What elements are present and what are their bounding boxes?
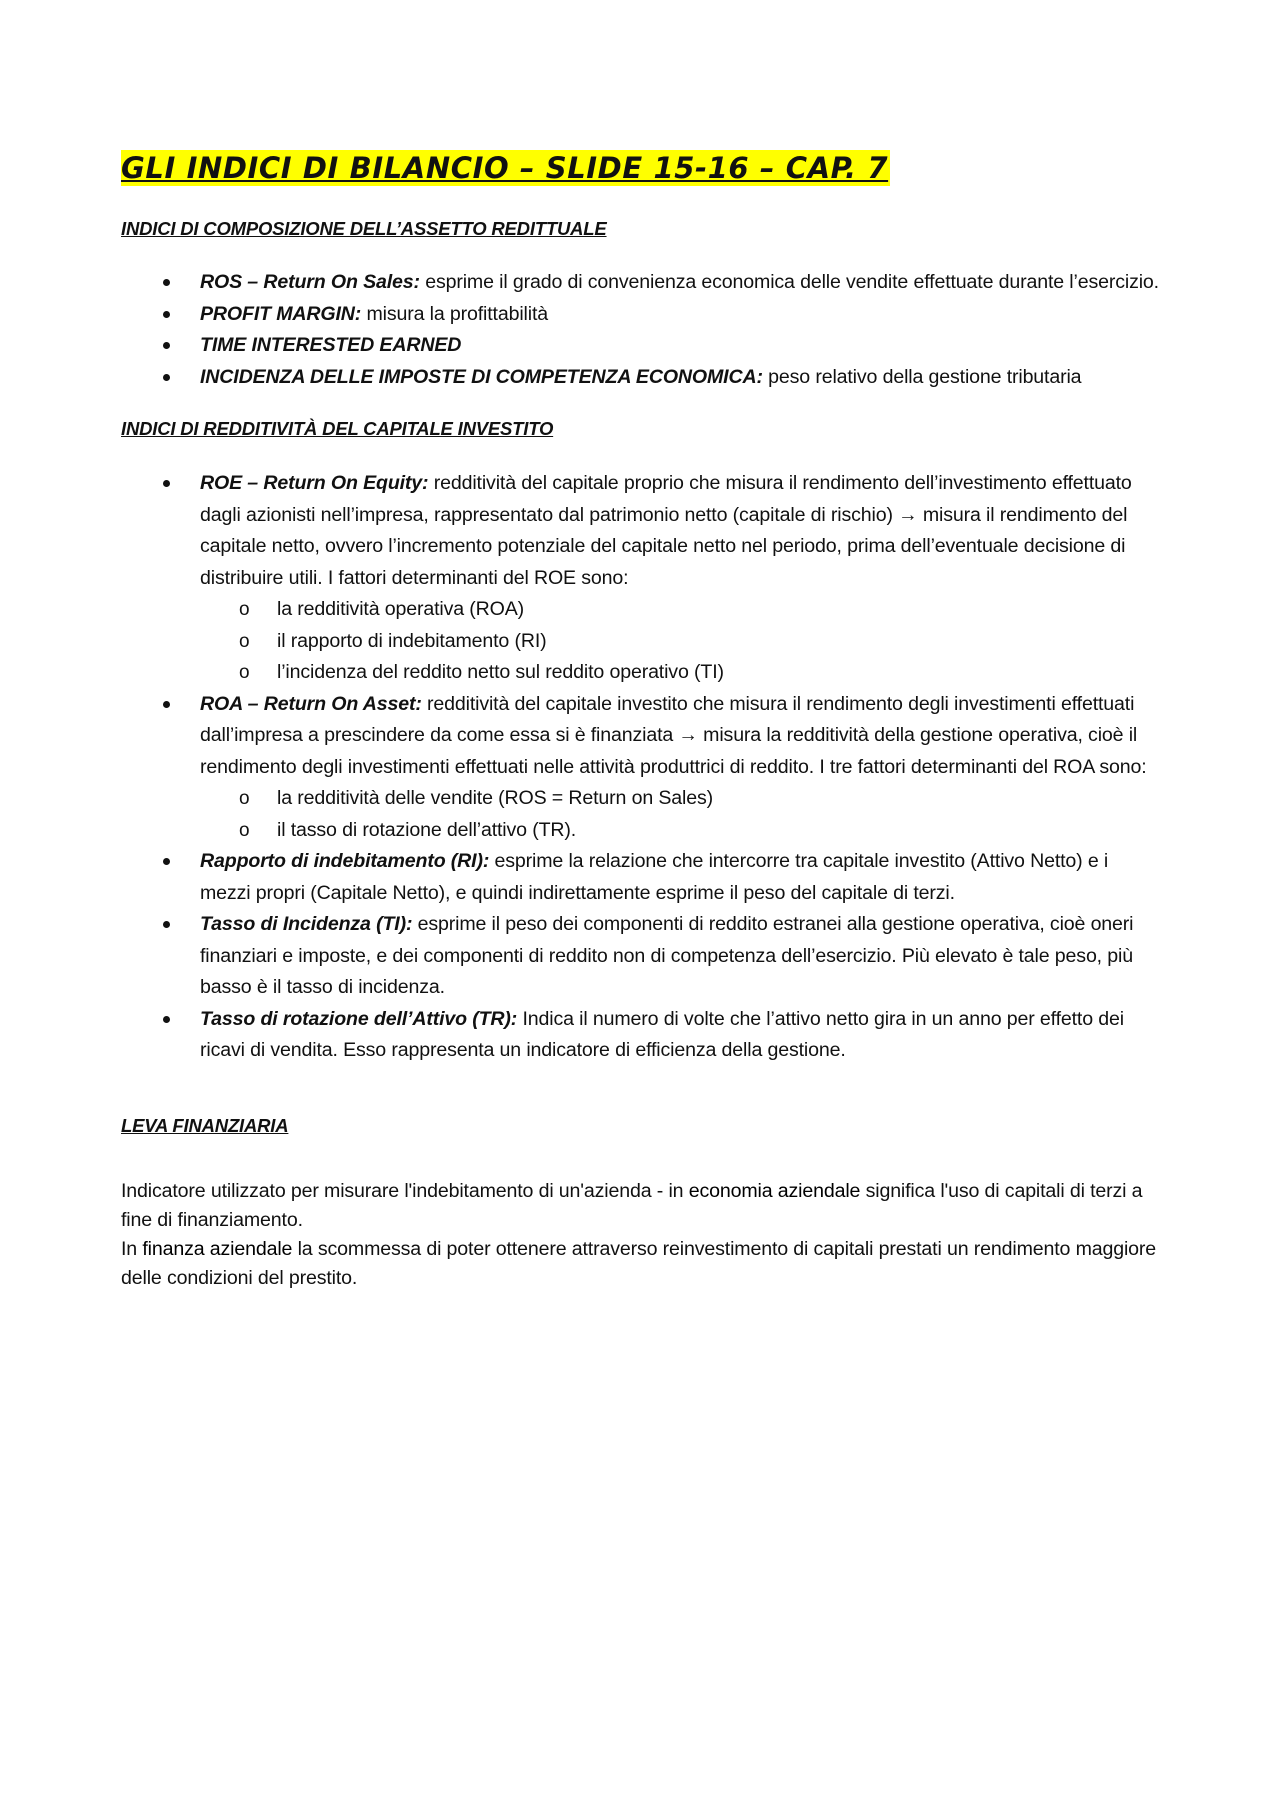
list-item: ROE – Return On Equity: redditività del capitale proprio che misura il rendimento dell’investimento effettuato dagli azionisti nell’impresa, rappresentato dal patrimonio netto (capitale di rischio) → misura il rendimento del capitale netto, ovvero l’incremento potenziale del capitale netto nel periodo, prima dell’eventuale decisione di distribuire utili. I fattori determinanti del ROE sono: o la redditività operativa (ROA) o il rapporto di indebitamento (RI) o l’incidenza del reddito netto sul reddito operativo (TI) — [121, 468, 1161, 689]
circle-bullet-icon: o — [239, 819, 250, 841]
section-heading-assetto-reddituale: INDICI DI COMPOSIZIONE DELL’ASSETTO REDITTUALE — [121, 218, 607, 239]
sub-list-item: o la redditività delle vendite (ROS = Return on Sales) — [199, 783, 1161, 815]
circle-bullet-icon: o — [239, 662, 250, 683]
sub-list-item: o l’incidenza del reddito netto sul reddito operativo (TI) — [199, 657, 1161, 689]
bullet-icon — [163, 1016, 170, 1023]
paragraph-leva-finanziaria: Indicatore utilizzato per misurare l'indebitamento di un'azienda - in economia aziendale significa l'uso di capitali di terzi a fine di finanziamento. In finanza aziendale la scommessa di poter ottenere attraverso reinvestimento di capitali prestati un rendimento maggiore delle condizioni del prestito. — [121, 1179, 1157, 1289]
bullet-icon — [163, 858, 170, 865]
sub-list-item: o il tasso di rotazione dell’attivo (TR). — [199, 815, 1161, 847]
list-item: ROA – Return On Asset: redditività del capitale investito che misura il rendimento degli investimenti effettuati dall’impresa a prescindere da come essa si è finanziata → misura la redditività della gestione operativa, cioè il rendimento degli investimenti effettuati nelle attività produttrici di reddito. I tre fattori determinanti del ROA sono: o la redditività delle vendite (ROS = Return on Sales) o il tasso di rotazione dell’attivo (TR). — [121, 689, 1161, 847]
bullet-icon — [163, 701, 170, 708]
bullet-icon — [163, 342, 170, 349]
sub-list-item: o il rapporto di indebitamento (RI) — [199, 626, 1161, 658]
list-item: Tasso di rotazione dell’Attivo (TR): Indica il numero di volte che l’attivo netto gira in un anno per effetto dei ricavi di vendita. Esso rappresenta un indicatore di efficienza della gestione. — [121, 1004, 1161, 1067]
bullet-icon — [163, 311, 170, 318]
list-item: INCIDENZA DELLE IMPOSTE DI COMPETENZA ECONOMICA: peso relativo della gestione tributaria — [121, 362, 1161, 394]
sub-list-roe-factors — [200, 594, 1161, 689]
list-item: PROFIT MARGIN: misura la profittabilità — [121, 299, 1161, 331]
list-item: ROS – Return On Sales: esprime il grado di convenienza economica delle vendite effettuate durante l’esercizio. — [121, 267, 1161, 299]
bullet-icon — [163, 279, 170, 286]
section-heading-leva-finanziaria: LEVA FINANZIARIA — [121, 1114, 289, 1136]
bullet-list-assetto-reddituale — [121, 267, 1161, 393]
bullet-icon — [163, 480, 170, 487]
circle-bullet-icon: o — [239, 788, 250, 809]
list-item: Rapporto di indebitamento (RI): esprime la relazione che intercorre tra capitale investito (Attivo Netto) e i mezzi propri (Capitale Netto), e quindi indirettamente esprime il peso del capitale di terzi. — [121, 846, 1161, 909]
bullet-list-redditivita-capitale — [121, 468, 1161, 1067]
circle-bullet-icon: o — [239, 599, 250, 620]
sub-list-roa-factors — [200, 783, 1161, 846]
circle-bullet-icon: o — [239, 630, 250, 652]
bullet-icon — [163, 921, 170, 928]
bullet-icon — [163, 374, 170, 381]
document-body — [121, 150, 1161, 1293]
section-heading-redditivita-capitale: INDICI DI REDDITIVITÀ DEL CAPITALE INVESTITO — [121, 418, 554, 439]
list-item: Tasso di Incidenza (TI): esprime il peso dei componenti di reddito estranei alla gestione operativa, cioè oneri finanziari e imposte, e dei componenti di reddito non di competenza dell’esercizio. Più elevato è tale peso, più basso è il tasso di incidenza. — [121, 909, 1161, 1004]
document-title: GLI INDICI DI BILANCIO – SLIDE 15-16 – CAP. 7 — [121, 151, 889, 185]
sub-list-item: o la redditività operativa (ROA) — [199, 594, 1161, 626]
list-item: TIME INTERESTED EARNED — [121, 330, 1161, 362]
